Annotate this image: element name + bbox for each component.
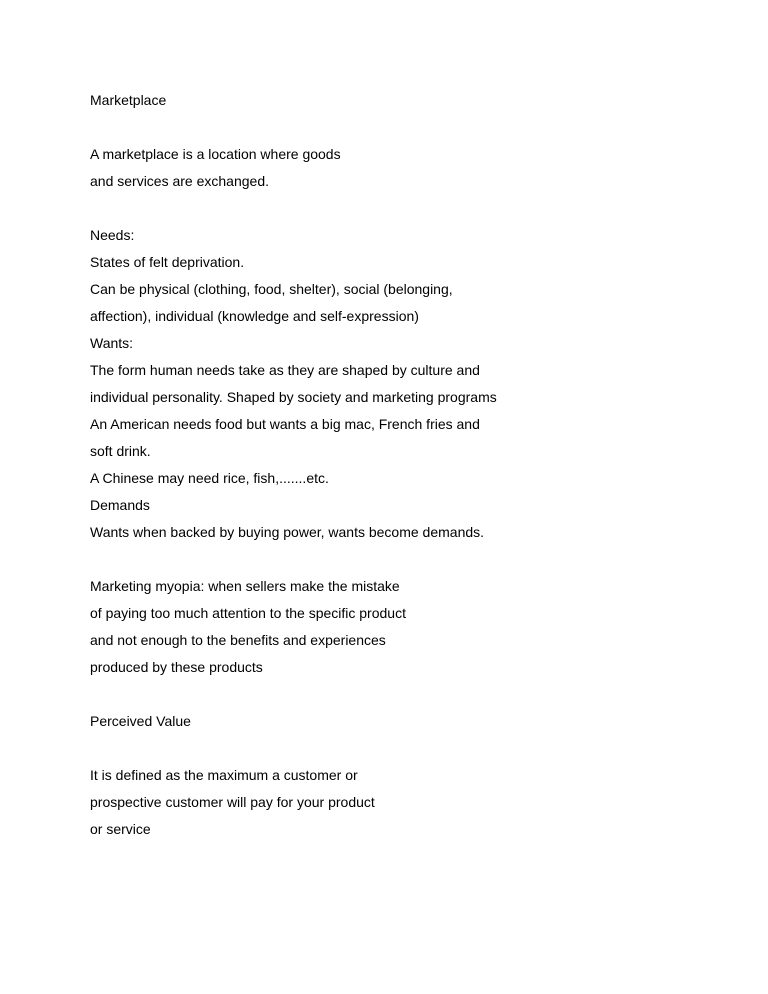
heading-wants: Wants: <box>90 335 134 351</box>
demands-line-1: Wants when backed by buying power, wants become demands. <box>90 524 485 540</box>
heading-perceived-value: Perceived Value <box>90 713 191 729</box>
myopia-line-2: of paying too much attention to the specific product <box>90 605 406 621</box>
myopia-line-4: produced by these products <box>90 659 263 675</box>
needs-line-2: Can be physical (clothing, food, shelter), social (belonging, <box>90 281 453 297</box>
wants-line-1: The form human needs take as they are shaped by culture and <box>90 362 480 378</box>
perceived-value-line-3: or service <box>90 821 151 837</box>
heading-marketplace: Marketplace <box>90 92 167 108</box>
perceived-value-line-1: It is defined as the maximum a customer or <box>90 767 358 783</box>
needs-line-3: affection), individual (knowledge and self-expression) <box>90 308 419 324</box>
marketplace-definition-line-1: A marketplace is a location where goods <box>90 146 341 162</box>
wants-line-4: soft drink. <box>90 443 151 459</box>
myopia-line-1: Marketing myopia: when sellers make the mistake <box>90 578 400 594</box>
marketplace-definition-line-2: and services are exchanged. <box>90 173 269 189</box>
wants-line-3: An American needs food but wants a big mac, French fries and <box>90 416 480 432</box>
wants-line-2: individual personality. Shaped by society and marketing programs <box>90 389 497 405</box>
wants-line-5: A Chinese may need rice, fish,.......etc. <box>90 470 329 486</box>
heading-demands: Demands <box>90 497 150 513</box>
heading-needs: Needs: <box>90 227 135 243</box>
myopia-line-3: and not enough to the benefits and experiences <box>90 632 386 648</box>
perceived-value-line-2: prospective customer will pay for your product <box>90 794 375 810</box>
needs-line-1: States of felt deprivation. <box>90 254 245 270</box>
